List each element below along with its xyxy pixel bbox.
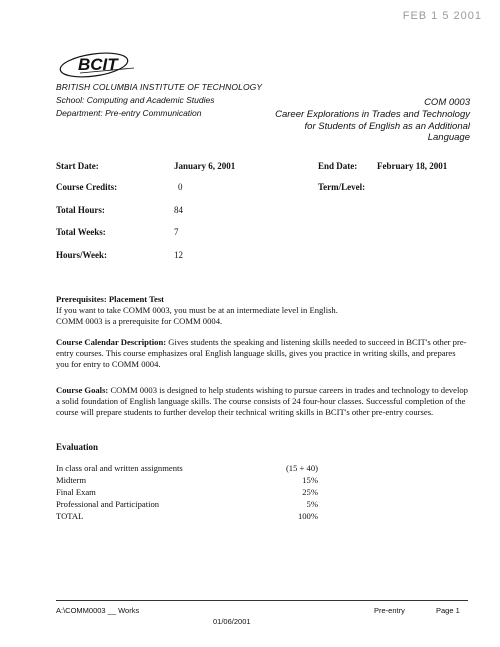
footer-page-number: Page 1: [436, 606, 460, 615]
credits-label: Course Credits:: [56, 182, 118, 192]
department-name: Department: Pre-entry Communication: [56, 108, 202, 118]
course-title: Career Explorations in Trades and Technology for Students of English as an Additional Language: [275, 109, 470, 143]
footer-file-path: A:\COMM0003 __ Works: [56, 606, 140, 615]
prerequisites-heading: Prerequisites: Placement Test: [56, 294, 165, 304]
evaluation-weight: 25%: [302, 487, 318, 497]
total-hours-label: Total Hours:: [56, 205, 105, 215]
evaluation-item: TOTAL: [56, 511, 84, 521]
school-name: School: Computing and Academic Studies: [56, 95, 215, 105]
start-date-value: January 6, 2001: [174, 161, 236, 171]
footer-rule: [56, 600, 468, 601]
start-date-label: Start Date:: [56, 161, 99, 171]
course-description: [56, 337, 468, 371]
goals-label: Course Goals:: [56, 385, 109, 395]
course-code: COM 0003: [424, 97, 470, 108]
prerequisites-section: [56, 294, 468, 328]
total-weeks-label: Total Weeks:: [56, 227, 106, 237]
evaluation-item: Midterm: [56, 475, 87, 485]
logo-wordmark: BCIT: [78, 55, 118, 74]
bcit-logo: [56, 45, 146, 79]
evaluation-weight: 100%: [297, 511, 318, 521]
credits-value: 0: [178, 182, 183, 192]
evaluation-item: In class oral and written assignments: [56, 463, 183, 473]
footer-status: Pre-entry: [374, 606, 405, 615]
footer-date: 01/06/2001: [213, 617, 251, 626]
term-label: Term/Level:: [318, 182, 366, 192]
hours-week-value: 12: [174, 250, 183, 260]
evaluation-item: Professional and Participation: [56, 499, 160, 509]
goals-text: COMM 0003 is designed to help students wishing to pursue careers in trades and technology to develop a solid foundation of English language skills. The course consists of 24 four-hour classes. Successful completion of the course will prepare students to further develop their technical writing skills in BCIT's other pre-entry courses.: [56, 385, 468, 418]
evaluation-weight: 15%: [302, 475, 318, 485]
end-date-value: February 18, 2001: [377, 161, 448, 171]
description-label: Course Calendar Description:: [56, 337, 167, 347]
description-text: Gives students the speaking and listening skills needed to succeed in BCIT's other pre-entry courses. This course emphasizes oral English language skills, gives you practice in writing skills, and prepares you for entry to COMM 0004.: [56, 337, 467, 370]
evaluation-weight: 5%: [306, 499, 318, 509]
prerequisites-line: If you want to take COMM 0003, you must be at an intermediate level in English.: [56, 305, 338, 316]
total-weeks-value: 7: [174, 227, 179, 237]
evaluation-weight: (15 + 40): [285, 463, 318, 473]
received-date-stamp: FEB 1 5 2001: [402, 10, 482, 22]
total-hours-value: 84: [174, 205, 183, 215]
evaluation-heading: Evaluation: [56, 442, 99, 452]
hours-week-label: Hours/Week:: [56, 250, 107, 260]
evaluation-item: Final Exam: [56, 487, 96, 497]
institution-name: BRITISH COLUMBIA INSTITUTE OF TECHNOLOGY: [56, 82, 263, 92]
course-goals: [56, 385, 468, 419]
prerequisites-line: COMM 0003 is a prerequisite for COMM 0004.: [56, 316, 223, 327]
end-date-label: End Date:: [318, 161, 358, 171]
